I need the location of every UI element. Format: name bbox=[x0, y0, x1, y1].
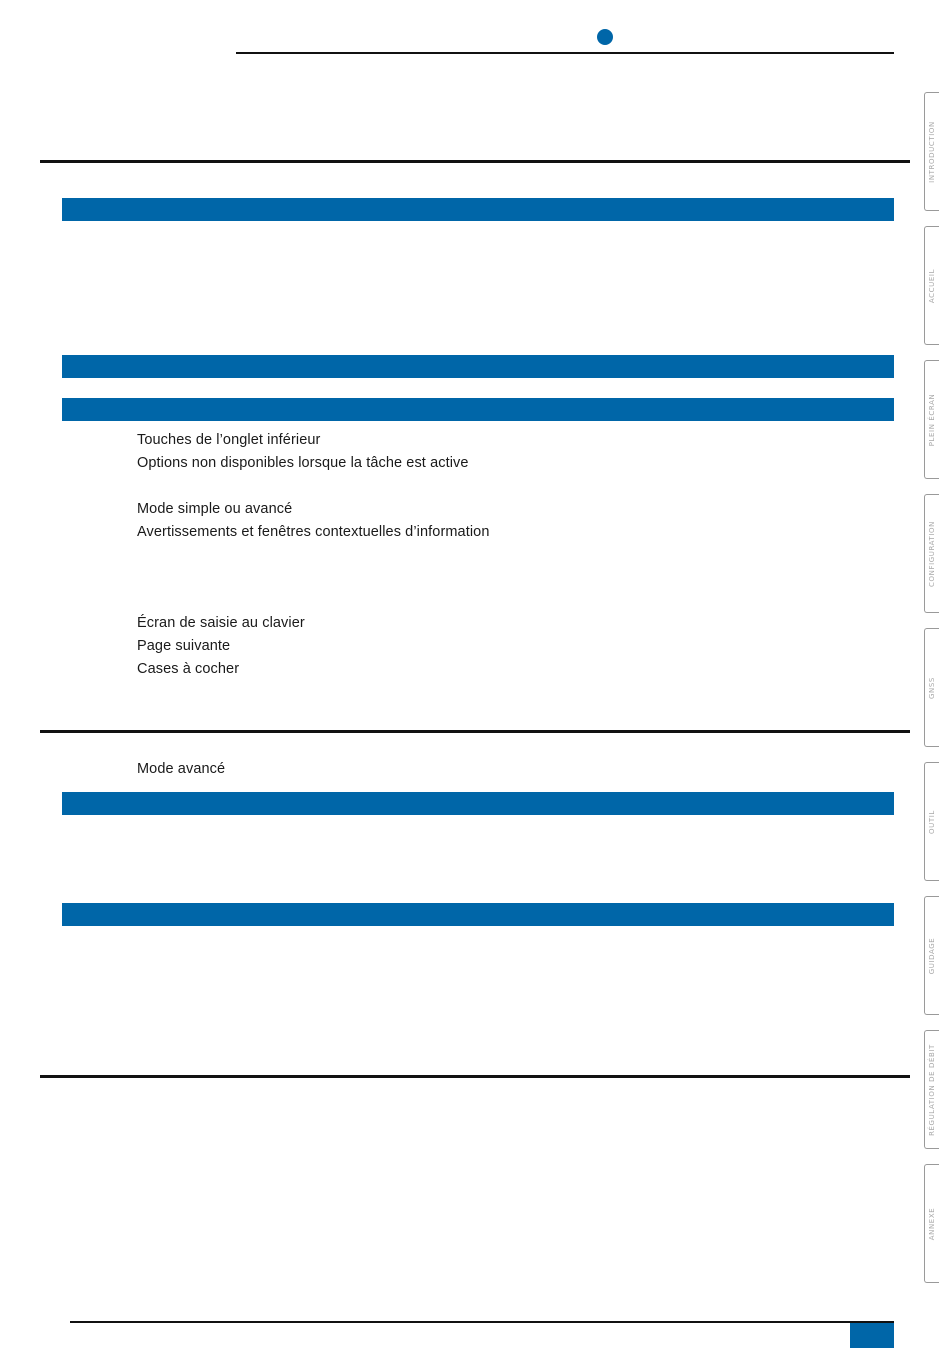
side-tab-label: OUTIL bbox=[928, 809, 936, 834]
section-bar bbox=[62, 398, 894, 421]
side-tab-regulation-de-debit[interactable] bbox=[924, 1030, 939, 1149]
content-line: Options non disponibles lorsque la tâche est active bbox=[137, 455, 469, 471]
content-line: Avertissements et fenêtres contextuelles d’information bbox=[137, 524, 490, 540]
side-tab-plein-ecran[interactable] bbox=[924, 360, 939, 479]
content-line: Cases à cocher bbox=[137, 661, 240, 677]
content-line: Écran de saisie au clavier bbox=[137, 615, 305, 631]
side-tab-label: RÉGULATION DE DÉBIT bbox=[928, 1043, 936, 1136]
side-tab-label: PLEIN ÉCRAN bbox=[928, 393, 936, 446]
side-tab-label: CONFIGURATION bbox=[928, 520, 936, 587]
side-tab-label: INTRODUCTION bbox=[928, 120, 936, 183]
side-tab-label: GUIDAGE bbox=[928, 937, 936, 974]
content-line: Mode avancé bbox=[137, 761, 226, 777]
section-rule bbox=[40, 160, 910, 163]
content-line: Page suivante bbox=[137, 638, 231, 654]
section-bar bbox=[62, 198, 894, 221]
section-rule bbox=[40, 1075, 910, 1078]
side-tab-outil[interactable] bbox=[924, 762, 939, 881]
side-tab-introduction[interactable] bbox=[924, 92, 939, 211]
section-rule bbox=[40, 730, 910, 733]
side-tab-annexe[interactable] bbox=[924, 1164, 939, 1283]
side-tab-guidage[interactable] bbox=[924, 896, 939, 1015]
content-line: Touches de l’onglet inférieur bbox=[137, 432, 321, 448]
side-tab-label: ACCUEIL bbox=[928, 268, 936, 303]
side-tab-label: GNSS bbox=[928, 676, 936, 699]
side-tab-configuration[interactable] bbox=[924, 494, 939, 613]
header-rule bbox=[236, 52, 894, 54]
section-bar bbox=[62, 792, 894, 815]
side-tab-gnss[interactable] bbox=[924, 628, 939, 747]
page-number-box bbox=[850, 1323, 894, 1348]
section-bar bbox=[62, 355, 894, 378]
header-dot-icon bbox=[597, 29, 613, 45]
content-line: Mode simple ou avancé bbox=[137, 501, 293, 517]
footer-rule bbox=[70, 1321, 894, 1323]
section-bar bbox=[62, 903, 894, 926]
side-tab-accueil[interactable] bbox=[924, 226, 939, 345]
side-tab-label: ANNEXE bbox=[928, 1207, 936, 1240]
